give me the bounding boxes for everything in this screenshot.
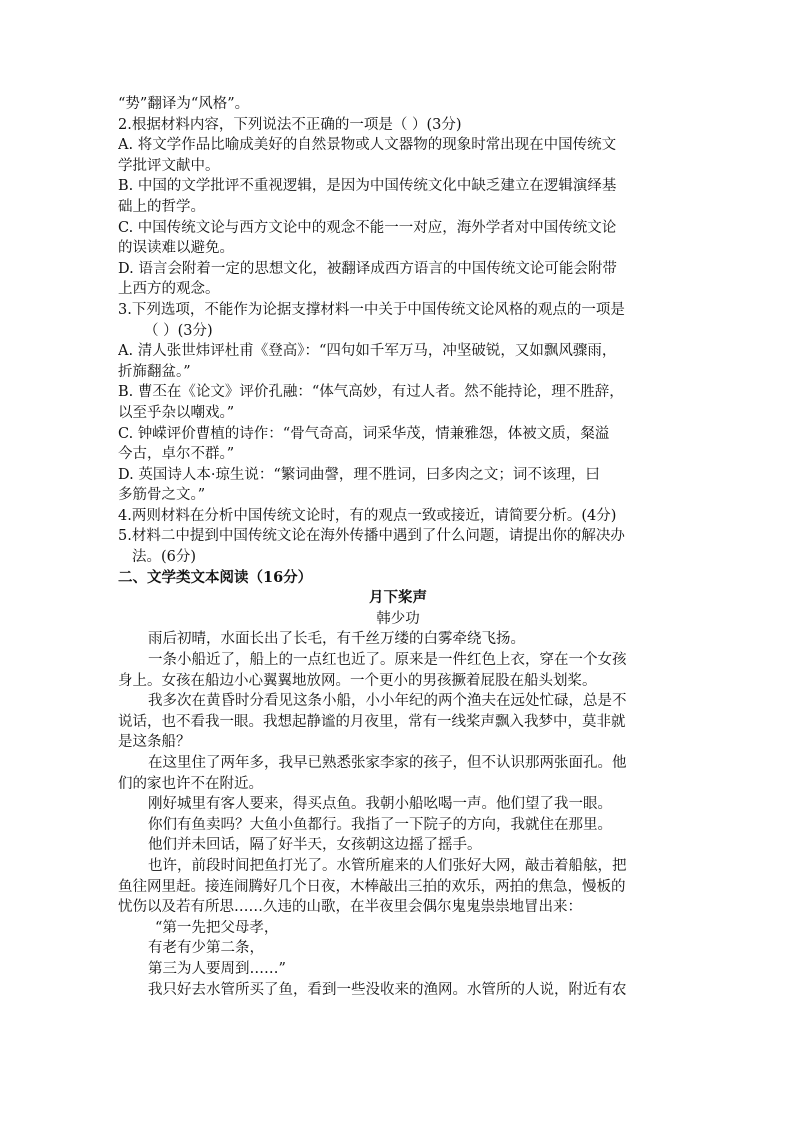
text-line: B. 曹丕在《论文》评价孔融：“体气高妙，有过人者。然不能持论，理不胜辞，	[118, 384, 624, 401]
text-line: C. 中国传统文论与西方文论中的观念不能一一对应，海外学者对中国传统文论	[118, 219, 617, 236]
text-line: 学批评文献中。	[118, 157, 220, 174]
text-line: 以至乎杂以嘲戏。”	[118, 404, 235, 421]
text-line: 础上的哲学。	[118, 198, 205, 215]
text-line: 刚好城里有客人要来，得买点鱼。我朝小船吆喝一声。他们望了我一眼。	[148, 796, 612, 813]
text-line: 忧伤以及若有所思……久违的山歌，在半夜里会偶尔鬼鬼祟祟地冒出来：	[118, 899, 582, 916]
text-line: 身上。女孩在船边小心翼翼地放网。一个更小的男孩撅着屁股在船头划桨。	[118, 672, 597, 689]
text-line: 第三为人要周到……”	[148, 960, 286, 977]
section-heading: 二、文学类文本阅读（16分）	[118, 568, 313, 586]
text-line: “势”翻译为“风格”。	[118, 96, 250, 112]
text-line: 你们有鱼卖吗？大鱼小鱼都行。我指了一下院子的方向，我就住在那里。	[148, 816, 612, 833]
text-line: B. 中国的文学批评不重视逻辑，是因为中国传统文化中缺乏建立在逻辑演绎基	[118, 178, 617, 195]
text-line: 说话，也不看我一眼。我想起静谧的月夜里，常有一线桨声飘入我梦中，莫非就	[118, 713, 626, 730]
text-line: 也许，前段时间把鱼打光了。水管所雇来的人们张好大网，敲击着船舷，把	[148, 857, 627, 874]
text-line: 法。(6分)	[132, 549, 197, 566]
text-line: 他们并未回话，隔了好半天，女孩朝这边摇了摇手。	[148, 837, 482, 854]
text-line: 韩少功	[376, 610, 420, 627]
text-line: 们的家也许不在附近。	[118, 775, 263, 792]
text-line: 4.两则材料在分析中国传统文论时，有的观点一致或接近，请简要分析。(4分)	[118, 507, 617, 524]
text-line: 的误读难以避免。	[118, 240, 234, 257]
text-line: 折旆翻盆。”	[118, 363, 191, 380]
text-line: “第一先把父母孝，	[155, 919, 279, 936]
text-line: 鱼往网里赶。接连闹腾好几个日夜，木棒敲出三拍的欢乐，两拍的焦急，慢板的	[118, 878, 626, 895]
text-line: （ ）(3分)	[144, 322, 213, 339]
text-line: C. 钟嵘评价曹植的诗作：“骨气奇高，词采华茂，情兼雅怨，体被文质，粲溢	[118, 425, 610, 442]
text-line: D. 英国诗人本·琼生说：“繁词曲謦，理不胜词，曰多肉之文；词不该理，曰	[118, 466, 600, 483]
text-line: 今古，卓尔不群。”	[118, 446, 235, 463]
text-line: 雨后初晴，水面长出了长毛，有千丝万缕的白雾牵绕飞扬。	[148, 631, 525, 648]
text-line: 是这条船？	[118, 734, 191, 751]
text-line: 在这里住了两年多，我早已熟悉张家李家的孩子，但不认识那两张面孔。他	[148, 755, 627, 771]
document-body	[118, 94, 678, 1000]
text-line: A. 清人张世炜评杜甫《登高》：“四句如千军万马，冲坚破锐，又如飘风骤雨，	[118, 343, 617, 360]
text-line: 有老有少第二条，	[148, 940, 264, 957]
text-line: 一条小船近了，船上的一点红也近了。原来是一件红色上衣，穿在一个女孩	[148, 652, 627, 669]
text-line: A. 将文学作品比喻成美好的自然景物或人文器物的现象时常出现在中国传统文	[118, 137, 617, 154]
text-line: 2.根据材料内容，下列说法不正确的一项是（ ）(3分)	[118, 116, 462, 133]
text-line: 多筋骨之文。”	[118, 487, 206, 504]
text-line: 我只好去水管所买了鱼，看到一些没收来的渔网。水管所的人说，附近有农	[148, 981, 627, 998]
text-line: 我多次在黄昏时分看见这条小船，小小年纪的两个渔夫在远处忙碌，总是不	[148, 693, 627, 710]
article-title: 月下桨声	[369, 589, 427, 607]
text-line: 上西方的观念。	[118, 281, 220, 298]
text-line: 5.材料二中提到中国传统文论在海外传播中遇到了什么问题，请提出你的解决办	[118, 528, 625, 545]
text-line: D. 语言会附着一定的思想文化，被翻译成西方语言的中国传统文论可能会附带	[118, 260, 617, 277]
text-line: 3.下列选项，不能作为论据支撑材料一中关于中国传统文论风格的观点的一项是	[118, 301, 625, 318]
